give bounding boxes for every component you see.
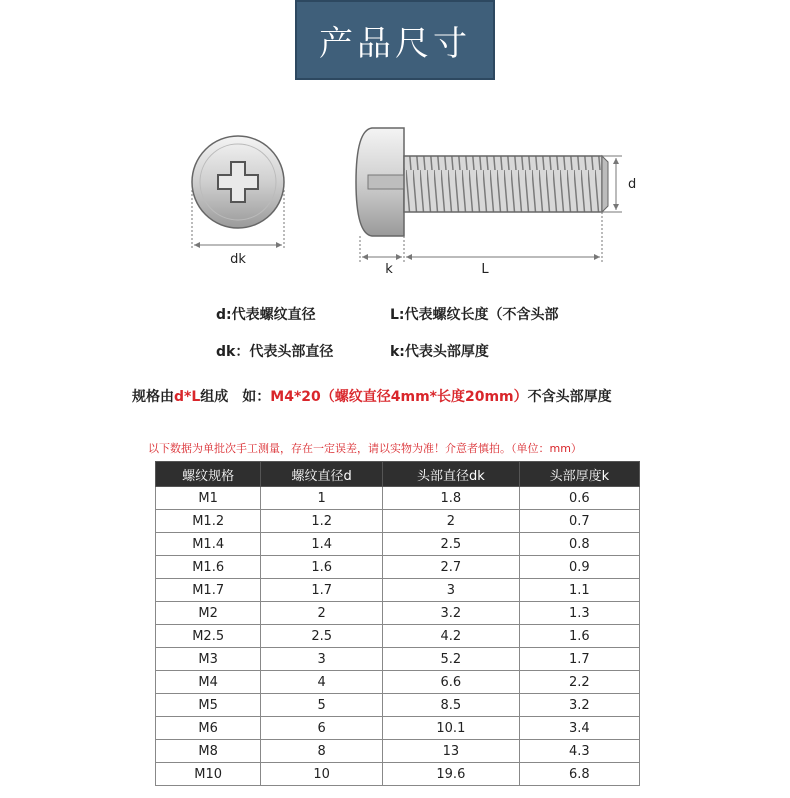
cell-spec: M4 — [156, 671, 261, 694]
table-row — [156, 648, 640, 671]
cell-spec: M2.5 — [156, 625, 261, 648]
cell-dk: 13 — [383, 740, 520, 763]
cell-dk: 1.8 — [383, 487, 520, 510]
cell-k: 0.9 — [519, 556, 639, 579]
cell-spec: M8 — [156, 740, 261, 763]
cell-d: 5 — [261, 694, 383, 717]
dk-label: dk — [230, 252, 246, 267]
legend-dk: dk：代表头部直径 — [216, 344, 334, 360]
cell-spec: M1.4 — [156, 533, 261, 556]
table-row — [156, 625, 640, 648]
cell-k: 0.7 — [519, 510, 639, 533]
table-row — [156, 533, 640, 556]
table-row — [156, 694, 640, 717]
cell-dk: 3.2 — [383, 602, 520, 625]
cell-dk: 2.7 — [383, 556, 520, 579]
cell-d: 1.2 — [261, 510, 383, 533]
cell-k: 0.6 — [519, 487, 639, 510]
header-head-diameter: 头部直径dk — [383, 462, 520, 487]
screw-dimension-diagram — [0, 110, 790, 290]
spec-prefix: 规格由 — [132, 389, 174, 405]
cell-dk: 19.6 — [383, 763, 520, 786]
cell-spec: M10 — [156, 763, 261, 786]
cell-spec: M3 — [156, 648, 261, 671]
cell-spec: M6 — [156, 717, 261, 740]
spec-middle: 组成 如： — [200, 389, 271, 405]
table-row — [156, 740, 640, 763]
cell-d: 8 — [261, 740, 383, 763]
cell-k: 1.6 — [519, 625, 639, 648]
table-row — [156, 510, 640, 533]
cell-dk: 2.5 — [383, 533, 520, 556]
header-thread-diameter: 螺纹直径d — [261, 462, 383, 487]
legend-k: k:代表头部厚度 — [390, 344, 489, 360]
cell-spec: M1.2 — [156, 510, 261, 533]
cell-k: 3.4 — [519, 717, 639, 740]
spec-example: M4*20（螺纹直径4mm*长度20mm） — [270, 389, 528, 405]
cell-spec: M1 — [156, 487, 261, 510]
table-row — [156, 602, 640, 625]
table-header-row — [156, 462, 640, 487]
header-head-thickness: 头部厚度k — [519, 462, 639, 487]
cell-k: 0.8 — [519, 533, 639, 556]
cell-k: 2.2 — [519, 671, 639, 694]
spec-description — [132, 386, 612, 406]
cell-spec: M1.7 — [156, 579, 261, 602]
L-label: L — [481, 262, 489, 277]
legend-L: L:代表螺纹长度（不含头部 — [390, 307, 559, 323]
cell-d: 1.4 — [261, 533, 383, 556]
measurement-notice: 以下数据为单批次手工测量，存在一定误差，请以实物为准！介意者慎拍。（单位：mm） — [148, 442, 582, 455]
cell-d: 2 — [261, 602, 383, 625]
screw-side-view — [356, 128, 608, 236]
d-label: d — [628, 177, 637, 192]
title-banner — [295, 0, 495, 80]
cell-d: 1.7 — [261, 579, 383, 602]
banner-title: 产品尺寸 — [319, 23, 471, 64]
spec-formula: d*L — [174, 389, 201, 405]
cell-k: 1.7 — [519, 648, 639, 671]
cell-k: 1.1 — [519, 579, 639, 602]
legend-d: d:代表螺纹直径 — [216, 307, 316, 323]
table-row — [156, 717, 640, 740]
cell-d: 10 — [261, 763, 383, 786]
cell-d: 6 — [261, 717, 383, 740]
spec-suffix: 不含头部厚度 — [527, 389, 612, 405]
cell-d: 4 — [261, 671, 383, 694]
table-row — [156, 579, 640, 602]
header-thread-spec: 螺纹规格 — [156, 462, 261, 487]
table-body — [156, 487, 640, 786]
cell-k: 1.3 — [519, 602, 639, 625]
table-row — [156, 763, 640, 786]
cell-dk: 8.5 — [383, 694, 520, 717]
cell-spec: M1.6 — [156, 556, 261, 579]
k-label: k — [385, 262, 393, 277]
cell-k: 3.2 — [519, 694, 639, 717]
cell-spec: M5 — [156, 694, 261, 717]
cell-dk: 6.6 — [383, 671, 520, 694]
table-row — [156, 671, 640, 694]
cell-dk: 4.2 — [383, 625, 520, 648]
screw-head-top-view — [192, 136, 284, 228]
cell-dk: 3 — [383, 579, 520, 602]
cell-d: 1.6 — [261, 556, 383, 579]
table-row — [156, 556, 640, 579]
cell-dk: 10.1 — [383, 717, 520, 740]
cell-k: 6.8 — [519, 763, 639, 786]
size-table — [155, 461, 640, 786]
cell-d: 1 — [261, 487, 383, 510]
cell-k: 4.3 — [519, 740, 639, 763]
cell-dk: 5.2 — [383, 648, 520, 671]
cell-spec: M2 — [156, 602, 261, 625]
table-row — [156, 487, 640, 510]
cell-dk: 2 — [383, 510, 520, 533]
cell-d: 3 — [261, 648, 383, 671]
cell-d: 2.5 — [261, 625, 383, 648]
